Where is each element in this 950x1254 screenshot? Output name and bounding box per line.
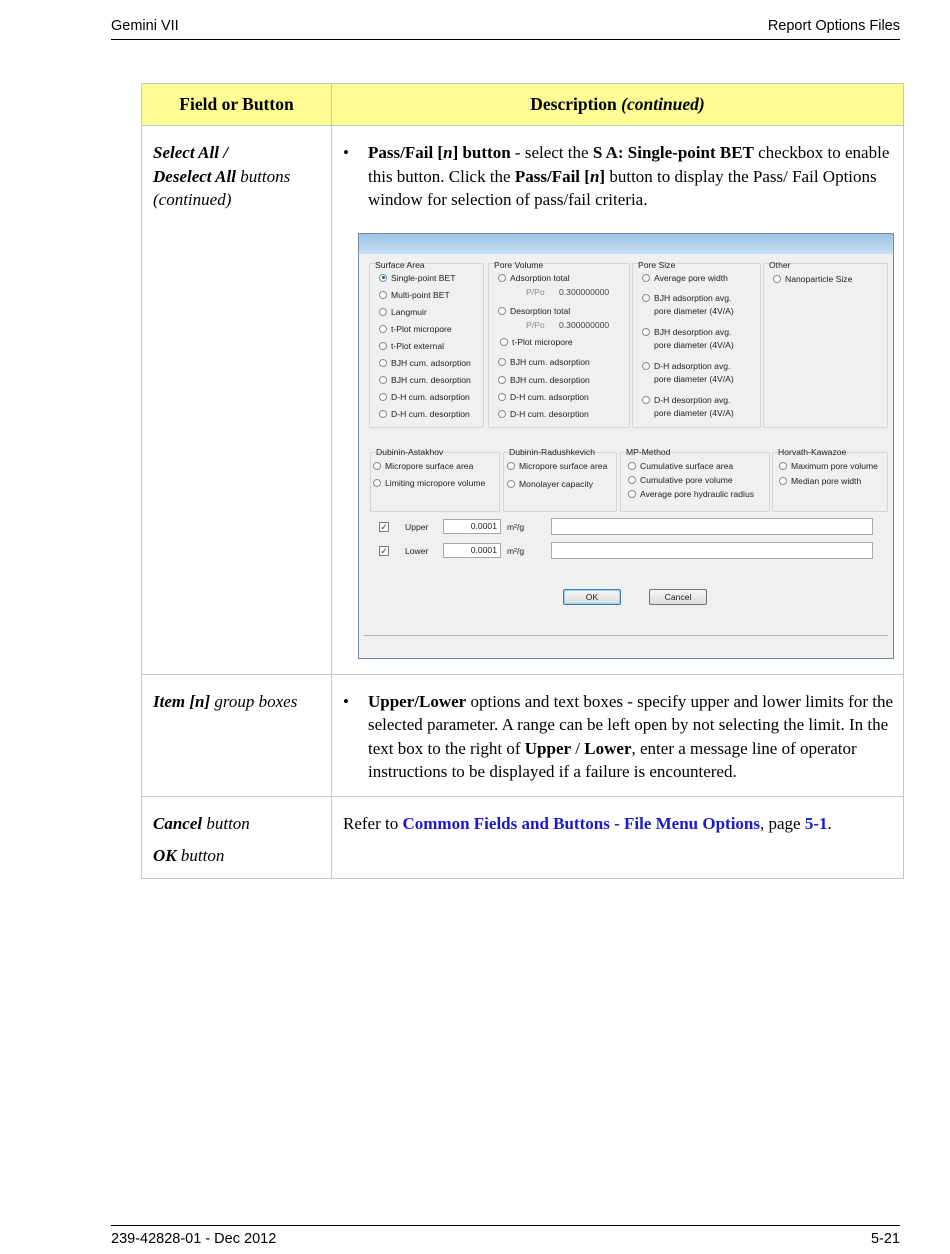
desc-text: . [827, 813, 832, 833]
bullet-dot: • [343, 691, 349, 711]
desc-text: , page [760, 813, 805, 833]
option-single-point-bet[interactable] [379, 273, 456, 283]
row2-label-italic: group boxes [210, 691, 298, 711]
lower-term: Lower [584, 738, 632, 758]
radio-icon[interactable] [498, 358, 506, 366]
option-hk-maximum-pore-volume[interactable] [779, 461, 878, 471]
radio-icon[interactable] [779, 462, 787, 470]
radio-icon[interactable] [642, 328, 650, 336]
option-label: BJH cum. desorption [391, 374, 471, 385]
row2-label [142, 674, 332, 796]
bullet-dot: • [343, 143, 349, 162]
option-t-plot-external[interactable] [379, 341, 444, 351]
pass-fail-term: Pass/Fail [ [368, 143, 444, 162]
radio-icon[interactable] [779, 477, 787, 485]
option-bjh-cum-desorption[interactable] [379, 375, 471, 385]
option-label: BJH cum. adsorption [510, 356, 590, 367]
cancel-button[interactable]: Cancel [649, 589, 707, 605]
option-bjh-adsorption-avg[interactable] [642, 293, 731, 303]
option-label: Single-point BET [391, 272, 456, 283]
row1-label-continued: (continued) [153, 190, 232, 209]
option-label: Median pore width [791, 475, 862, 486]
option-label: BJH desorption avg. [654, 326, 732, 337]
radio-icon[interactable] [498, 393, 506, 401]
option-label: BJH adsorption avg. [654, 292, 732, 303]
option-hk-median-pore-width[interactable] [779, 476, 861, 486]
lower-label: Lower [405, 545, 429, 556]
bullet-text-part: checkbox to enable this button. Click the [368, 143, 890, 186]
bullet-text-part: - select the [510, 143, 593, 162]
option-label: Nanoparticle Size [785, 273, 853, 284]
page-link[interactable]: 5-1 [804, 813, 828, 833]
upper-term: Upper [524, 738, 572, 758]
table-row [142, 796, 904, 878]
mp-method-title: MP-Method [626, 446, 671, 457]
other-group [763, 263, 888, 428]
option-pv-t-plot-micropore[interactable] [500, 337, 573, 347]
option-label: BJH cum. adsorption [391, 357, 471, 368]
common-fields-link[interactable]: Common Fields and Buttons - File Menu Options [402, 813, 760, 833]
lower-message-input[interactable] [551, 542, 873, 559]
pass-fail-term: Pass/Fail [ [514, 166, 590, 186]
bullet-text [368, 141, 895, 212]
radio-icon[interactable] [773, 275, 781, 283]
option-label: Cumulative pore volume [640, 474, 733, 485]
lower-unit: m²/g [507, 545, 525, 556]
bullet-text-part: button to display the Pass/ Fail Options window for selection of pass/fail criteria. [368, 166, 877, 209]
radio-icon[interactable] [498, 274, 506, 282]
radio-icon[interactable] [628, 462, 636, 470]
pp-label: P/Po [526, 319, 545, 330]
row2-description [332, 674, 904, 796]
pass-fail-n: n [589, 166, 600, 186]
pore-volume-title: Pore Volume [494, 259, 544, 270]
col-header-continued: (continued) [621, 94, 705, 114]
radio-icon[interactable] [642, 274, 650, 282]
radio-icon[interactable] [628, 476, 636, 484]
option-label: Multi-point BET [391, 289, 450, 300]
option-average-pore-width[interactable] [642, 273, 728, 283]
option-label-line2: pore diameter (4V/A) [654, 407, 734, 418]
ok-button[interactable]: OK [563, 589, 621, 605]
dubinin-astakhov-title: Dubinin-Astakhov [376, 446, 444, 457]
option-label: Limiting micropore volume [385, 477, 486, 488]
radio-icon[interactable] [500, 338, 508, 346]
table-row [142, 126, 904, 675]
col-header-field [142, 84, 332, 126]
radio-icon[interactable] [507, 480, 515, 488]
pass-fail-term-end: ] [599, 166, 606, 186]
radio-icon[interactable] [379, 359, 387, 367]
option-label: t-Plot micropore [512, 336, 573, 347]
option-dr-monolayer-capacity[interactable] [507, 479, 593, 489]
row1-label-italic: buttons [235, 166, 291, 186]
label-bold: OK [153, 846, 177, 865]
col-header-desc-text: Description [530, 94, 617, 114]
option-label: Average pore width [654, 272, 728, 283]
row1-description [332, 126, 904, 675]
option-label: t-Plot external [391, 340, 445, 351]
option-da-micropore-surface-area[interactable] [373, 461, 473, 471]
label-italic: button [176, 846, 225, 865]
upper-value-input[interactable]: 0.0001 [443, 519, 501, 534]
option-label-line2: pore diameter (4V/A) [654, 339, 734, 350]
option-bjh-desorption-avg[interactable] [642, 327, 731, 337]
pore-size-title: Pore Size [638, 259, 676, 270]
upper-lower-term: Upper/Lower [368, 691, 467, 711]
radio-icon[interactable] [379, 376, 387, 384]
sa-bet-term: S A: Single-point BET [592, 143, 754, 162]
header-product: Gemini VII [111, 18, 179, 34]
ok-button-label [153, 844, 325, 868]
option-label-line2: pore diameter (4V/A) [654, 305, 734, 316]
option-desorption-total[interactable] [498, 306, 570, 316]
upper-checkbox[interactable]: ✓ [380, 521, 388, 532]
option-dh-cum-adsorption[interactable] [379, 392, 470, 402]
page-footer [111, 1225, 900, 1248]
pass-fail-n: n [443, 143, 453, 162]
header-section: Report Options Files [767, 18, 900, 34]
window-title-bar [359, 234, 893, 254]
dialog-body [364, 254, 888, 653]
bullet-item [343, 690, 895, 784]
radio-icon[interactable] [498, 307, 506, 315]
row1-label [142, 126, 332, 675]
option-label: Maximum pore volume [791, 460, 878, 471]
upper-unit: m²/g [507, 521, 525, 532]
dubinin-radushkevich-title: Dubinin-Radushkevich [509, 446, 595, 457]
horvath-kawazoe-title: Horvath-Kawazoe [778, 446, 847, 457]
row1-label-bold: Deselect All [153, 166, 236, 186]
option-dh-adsorption-avg[interactable] [642, 361, 730, 371]
option-langmuir[interactable] [379, 307, 427, 317]
option-dh-cum-desorption[interactable] [379, 409, 470, 419]
row2-label-bold: Item [n] [153, 691, 211, 711]
option-dr-micropore-surface-area[interactable] [507, 461, 607, 471]
radio-selected-icon[interactable] [379, 274, 387, 282]
row3-description [332, 796, 904, 878]
table-row [142, 674, 904, 796]
option-label: Desorption total [510, 305, 571, 316]
option-mp-cumulative-pore-volume[interactable] [628, 475, 733, 485]
option-bjh-cum-adsorption[interactable] [379, 358, 471, 368]
bullet-text-part: , enter a message line of operator instructions to be displayed if a failure is encountered. [368, 738, 857, 781]
radio-icon[interactable] [628, 490, 636, 498]
description-table [141, 83, 904, 879]
option-adsorption-total[interactable] [498, 273, 570, 283]
option-label-line2: pore diameter (4V/A) [654, 373, 734, 384]
option-label: Cumulative surface area [640, 460, 734, 471]
option-label: Micropore surface area [385, 460, 474, 471]
pp-value-desorption: 0.300000000 [559, 319, 610, 330]
option-label: D-H cum. adsorption [391, 391, 470, 402]
option-multi-point-bet[interactable] [379, 290, 450, 300]
lower-value-input[interactable]: 0.0001 [443, 543, 501, 558]
radio-icon[interactable] [642, 294, 650, 302]
cancel-button-label [153, 812, 325, 836]
option-label: Micropore surface area [519, 460, 608, 471]
option-label: BJH cum. desorption [510, 374, 590, 385]
radio-icon[interactable] [498, 410, 506, 418]
radio-icon[interactable] [379, 410, 387, 418]
page-header [111, 17, 900, 40]
option-mp-average-pore-hydraulic-radius[interactable] [628, 489, 754, 499]
option-da-limiting-micropore-volume[interactable] [373, 478, 485, 488]
desc-text: Refer to [343, 813, 403, 833]
label-bold: Cancel [153, 813, 203, 833]
status-divider [364, 635, 888, 636]
table-header-row [142, 84, 904, 126]
option-dh-desorption-avg[interactable] [642, 395, 730, 405]
upper-label: Upper [405, 521, 429, 532]
pass-fail-options-screenshot [358, 233, 894, 659]
other-title: Other [769, 259, 791, 270]
option-pv-bjh-cum-desorption[interactable] [498, 375, 590, 385]
footer-doc-number: 239-42828-01 - Dec 2012 [111, 1231, 277, 1247]
bullet-text-part: / [571, 738, 585, 758]
option-label: D-H desorption avg. [654, 394, 731, 405]
option-label: Average pore hydraulic radius [640, 488, 755, 499]
option-label: D-H cum. desorption [510, 408, 589, 419]
radio-icon[interactable] [498, 376, 506, 384]
option-pv-dh-cum-desorption[interactable] [498, 409, 589, 419]
radio-icon[interactable] [379, 342, 387, 350]
radio-icon[interactable] [373, 479, 381, 487]
radio-icon[interactable] [373, 462, 381, 470]
option-label: Monolayer capacity [519, 478, 594, 489]
footer-page-number: 5-21 [870, 1231, 900, 1247]
row1-label-line1: Select All / [153, 143, 228, 162]
option-t-plot-micropore[interactable] [379, 324, 452, 334]
radio-icon[interactable] [379, 308, 387, 316]
option-label: Langmuir [391, 306, 427, 317]
radio-icon[interactable] [642, 396, 650, 404]
pp-value-adsorption: 0.300000000 [559, 286, 610, 297]
col-header-description [332, 84, 904, 126]
radio-icon[interactable] [379, 291, 387, 299]
lower-checkbox[interactable]: ✓ [380, 545, 388, 556]
radio-icon[interactable] [507, 462, 515, 470]
row3-label [142, 796, 332, 878]
radio-icon[interactable] [379, 393, 387, 401]
surface-area-title: Surface Area [375, 259, 425, 270]
option-nanoparticle-size[interactable] [773, 274, 852, 284]
option-label: D-H cum. adsorption [510, 391, 589, 402]
label-italic: button [202, 813, 250, 833]
option-label: D-H cum. desorption [391, 408, 470, 419]
option-label: Adsorption total [510, 272, 570, 283]
bullet-text [368, 690, 895, 784]
option-pv-bjh-cum-adsorption[interactable] [498, 357, 590, 367]
radio-icon[interactable] [642, 362, 650, 370]
col-header-field-text: Field or Button [179, 94, 294, 114]
option-label: t-Plot micropore [391, 323, 452, 334]
radio-icon[interactable] [379, 325, 387, 333]
upper-message-input[interactable] [551, 518, 873, 535]
option-mp-cumulative-surface-area[interactable] [628, 461, 733, 471]
option-label: D-H adsorption avg. [654, 360, 731, 371]
bullet-text-part: options and text boxes - specify upper and lower limits for the selected parameter. A range can be left open by not selecting the limit. In the text box to the right of [368, 691, 894, 758]
bullet-item [343, 141, 895, 212]
pass-fail-term-end: ] button [452, 143, 511, 162]
option-pv-dh-cum-adsorption[interactable] [498, 392, 589, 402]
pp-label: P/Po [526, 286, 545, 297]
